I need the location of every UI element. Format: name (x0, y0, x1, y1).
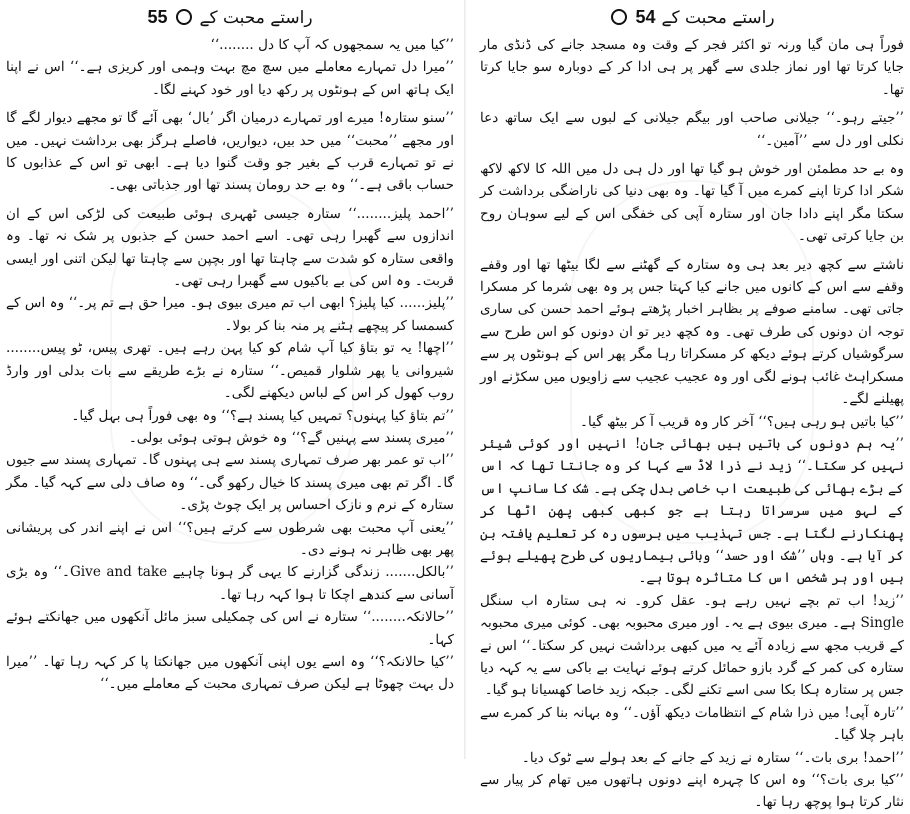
paragraph: ’’کیا بری بات؟‘‘ وہ اس کا چہرہ اپنے دونوں ہاتھوں میں تھام کر پیار سے نثار کرتا ہوا پوچھ رہا تھا۔ (480, 772, 904, 811)
paragraph: ’’زید! اب تم بچے نہیں رہے ہو۔ عقل کرو۔ نہ ہی ستارہ اب سنگل Single ہے۔ میری بیوی ہے یہ۔ اور میری محبوبہ بھی۔ کوئی میری محبوبہ کے قریب مجھ سے زیادہ آئے یہ میں کبھی برداشت نہیں کر سکتا۔‘‘ اس نے ستارہ کی کمر کے گرد بازو حمائل کرتے ہوئے نہایت بے باکی سے یہ کہہ دیا جس پر ستارہ ہکا بکا سی اسے تکنے لگی۔ جبکہ زید خاصا کھسیانا ہو گیا۔ (480, 592, 904, 699)
paragraph: ’’میرا دل تمہارے معاملے میں سچ مچ بہت وہمی اور کریزی ہے۔‘‘ اس نے اپنا ایک ہاتھ اس کے ہونٹوں پر رکھ دیا اور خود کہنے لگا۔ (6, 59, 454, 98)
paragraph: ’’جیتے رہو۔‘‘ جیلانی صاحب اور بیگم جیلانی کے لبوں سے ایک ساتھ دعا نکلی اور دل سے ’’آمین۔‘‘ (480, 110, 904, 149)
paragraph: ’’یہ ہم دونوں کی باتیں ہیں بھائی جان! انہیں اور کوئی شیئر نہیں کر سکتا۔‘‘ زید نے ذرا لاڈ سے کہا کر وہ جانتا تھا کہ اس کے بڑے بھائی کی طبیعت اب خاصی بدل چکی ہے۔ شک کا سانپ اس کے لہو میں سرسراتا رہتا ہے جو کبھی کبھی پھن اٹھا کر پھنکارنے لگتا ہے۔ جس تہذیب میں برسوں رہ کر تعلیم یافتہ بن کر آیا ہے۔ وہاں ’’شک اور حسد‘‘ وبائی بیماریوں کی طرح پھیلے ہوئے ہیں اور ہر شخص اس کا متاثرہ ہوتا ہے۔ (480, 435, 904, 587)
paragraph: ناشتے سے کچھ دیر بعد ہی وہ ستارہ کے گھٹنے سے لگا بیٹھا تھا اور وقفے وقفے سے اس کے کانوں میں جانے کیا کہتا جس پر وہ بھی شرما کر مسکرا جاتی تھی۔ سامنے صوفے پر بظاہر اخبار پڑھتے ہوئے احمد حسن کی ساری توجہ ان دونوں کی طرف تھی۔ وہ کچھ دیر تو ان دونوں کو اس طرح سے سرگوشیاں کرتے ہوئے دیکھ کر مسکراتا رہا مگر پھر اس کے ہونٹوں پر سے مسکراہٹ غائب ہونے لگی اور وہ عجیب عجیب سے زاویوں میں سکڑنے اور پھیلنے لگے۔ (480, 256, 904, 408)
page-header (6, 0, 454, 34)
page-55 (0, 0, 462, 759)
running-title: راستے محبت کے (661, 7, 775, 28)
paragraph: ’’تم بتاؤ کیا پہنوں؟ تمہیں کیا پسند ہے؟‘‘ وہ بھی فوراً ہی بہل گیا۔ (71, 407, 454, 424)
paragraph: ’’اب تو عمر بھر صرف تمہاری پسند سے ہی پہنوں گا۔ تمہاری پسند سے جیوں گا۔ اگر تم بھی میری پسند کا خیال رکھو گی۔‘‘ وہ صاف دلی سے کہہ گیا۔ مگر ستارہ کے نرم و نازک احساس پر ایک چوٹ پڑی۔ (6, 452, 454, 514)
paragraph: فوراً ہی مان گیا ورنہ تو اکثر فجر کے وقت وہ مسجد جانے کی ڈنڈی مار جایا کرتا تھا اور نماز جلدی سے گھر پر ہی ادا کر کے دوبارہ سو جایا کرتا تھا۔ (480, 37, 904, 98)
page-body (480, 34, 904, 814)
page-header (480, 0, 904, 34)
paragraph: ’’پلیز...... کیا پلیز؟ ابھی اب تم میری بیوی ہو۔ میرا حق ہے تم پر۔‘‘ وہ اس کے کسمسا کر پیچھے ہٹنے پر منہ بنا کر بولا۔ (6, 295, 454, 334)
paragraph: ’’میری پسند سے پہنیں گے؟‘‘ وہ خوش ہوتی ہوئی بولی۔ (128, 429, 454, 446)
paragraph: ’’کیا میں یہ سمجھوں کہ آپ کا دل ........‘‘ (210, 37, 454, 53)
page-number: 55 (147, 6, 168, 27)
paragraph: ’’احمد! بری بات۔‘‘ ستارہ نے زید کے جانے کے بعد ہولے سے ٹوک دیا۔ (521, 749, 904, 766)
paragraph: ’’احمد پلیز........‘‘ ستارہ جیسی ٹھہری ہوئی طبیعت کی لڑکی اس کے ان اندازوں سے گھبرا رہی تھی۔ اسے احمد حسن کے جذبوں پر شک نہ تھا۔ وہ واقعی ستارہ کو شدت سے چاہتا تھا اور بچپن سے چاہتا تھا لیکن اتنی اور ایسی قربت۔ وہ اس کی بے باکیوں سے گھبرا رہی تھی۔ (6, 205, 454, 290)
circle-ornament-icon (176, 9, 192, 25)
running-title: راستے محبت کے (199, 7, 313, 28)
paragraph: ’’یعنی آپ محبت بھی شرطوں سے کرتے ہیں؟‘‘ اس نے اپنے اندر کی پریشانی پھر بھی ظاہر نہ ہونے دی۔ (6, 519, 454, 558)
paragraph: ’’بالکل....... زندگی گزارنے کا یہی گر ہونا چاہیے Give and take۔‘‘ وہ بڑی آسانی سے کندھے اچکا تا ہوا کہہ رہا تھا۔ (6, 564, 454, 603)
circle-ornament-icon (611, 9, 627, 25)
paragraph: ’’کیا حالانکہ؟‘‘ وہ اسے یوں اپنی آنکھوں میں جھانکتا پا کر کہہ رہا تھا۔ ’’میرا دل بہت چھوٹا ہے لیکن صرف تمہاری محبت کے معاملے میں۔‘‘ (6, 653, 454, 693)
page-body (6, 34, 454, 696)
paragraph: وہ بے حد مطمئن اور خوش ہو گیا تھا اور دل ہی دل میں اللہ کا لاکھ لاکھ شکر ادا کرتا اپنے کمرے میں آ گیا تھا۔ وہ بھی دنیا کی ناراضگی برداشت کر سکتا مگر اپنے دادا جان اور ستارہ آپی کی خفگی اس کے لیے سوہان روح بن جایا کرتی تھی۔ (480, 161, 904, 245)
paragraph: ’’کیا باتیں ہو رہی ہیں؟‘‘ آخر کار وہ قریب آ کر بیٹھ گیا۔ (579, 413, 904, 430)
paragraph: ’’اچھا! یہ تو بتاؤ کیا آپ شام کو کیا پہن رہے ہیں۔ تھری پیس، ٹو پیس........ شیروانی یا پھر شلوار قمیص۔‘‘ ستارہ نے بڑے طریقے سے بات بدلی اور وارڈ روب کھول کر اس کے لباس دیکھنے لگی۔ (6, 340, 454, 402)
page-number: 54 (635, 6, 656, 27)
paragraph: ’’تارہ آپی! میں ذرا شام کے انتظامات دیکھ آؤں۔‘‘ وہ بہانہ بنا کر کمرے سے باہر چلا گیا۔ (480, 704, 904, 744)
book-gutter (464, 0, 466, 759)
paragraph: ’’سنو ستارہ! میرے اور تمہارے درمیان اگر ’بال‘ بھی آئے گا تو مجھے دیوار لگے گا اور مجھے ’’محبت‘‘ میں حد بیں، دیواریں، فاصلے ہرگز بھی برداشت نہیں۔ میں نے تو تمہارے قرب کے بغیر جو وقت گنوا دیا ہے۔ ابھی تو اس کے عذابوں کا حساب باقی ہے۔‘‘ وہ بے حد رومان پسند تھا اور جذباتی بھی۔ (6, 110, 454, 194)
paragraph: ’’حالانکہ........‘‘ ستارہ نے اس کی چمکیلی سبز مائل آنکھوں میں جھانکتے ہوئے کہا۔ (6, 609, 454, 648)
page-54 (470, 0, 910, 811)
